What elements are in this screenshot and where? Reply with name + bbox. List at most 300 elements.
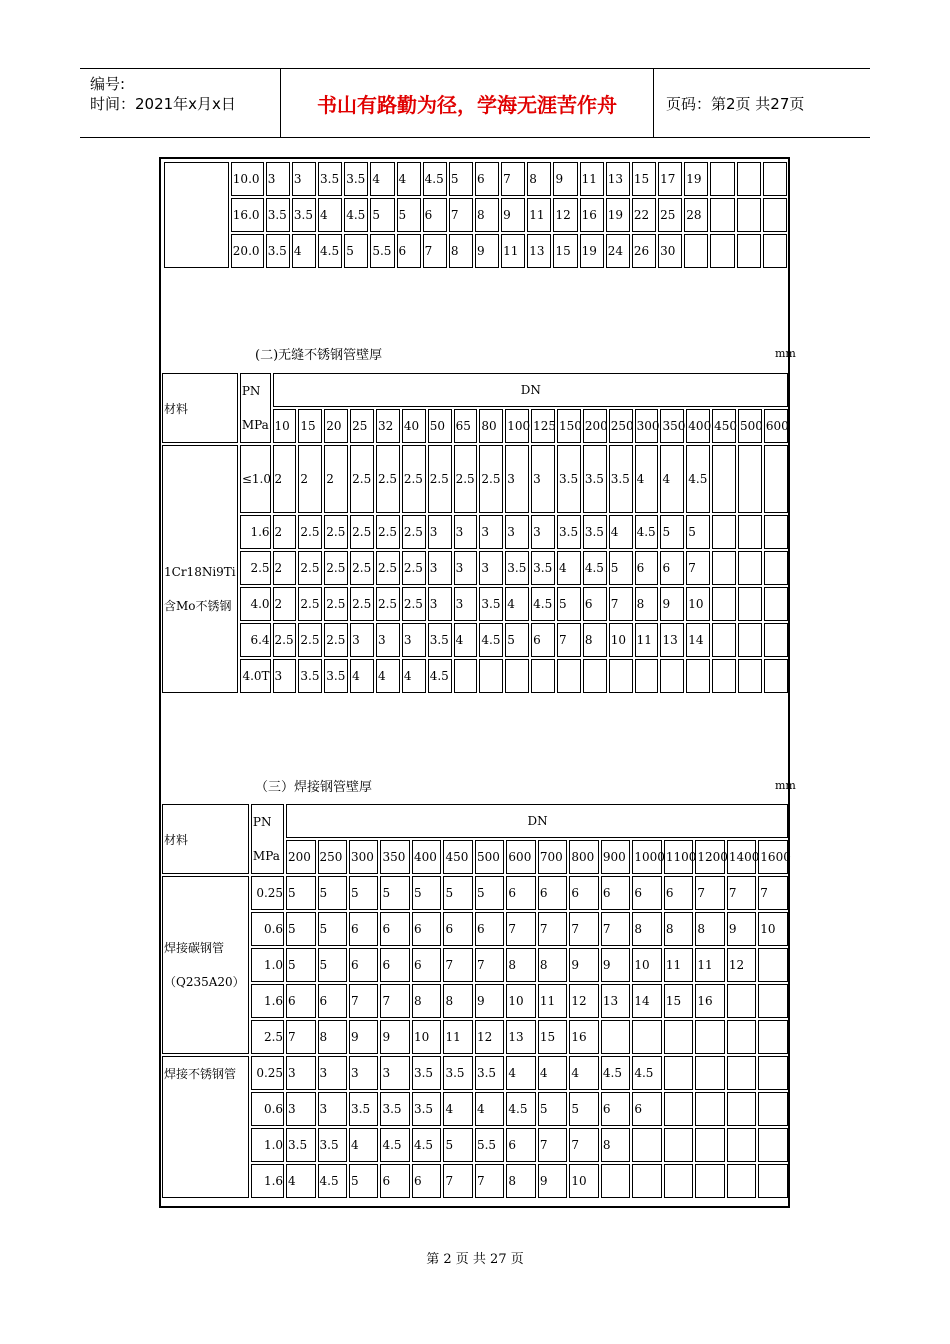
pn-cell: 0.6 — [251, 912, 284, 946]
thickness-cell: 2.5 — [298, 587, 322, 621]
thickness-cell: 4.5 — [380, 1128, 409, 1162]
thickness-cell — [764, 587, 788, 621]
thickness-cell: 22 — [632, 198, 656, 232]
thickness-cell: 14 — [632, 984, 661, 1018]
thickness-cell: 3.5 — [583, 445, 607, 513]
pn-header: PN MPa — [240, 373, 271, 443]
thickness-cell: 11 — [635, 623, 659, 657]
thickness-cell: 8 — [318, 1020, 347, 1054]
thickness-cell — [738, 445, 762, 513]
dn-value-cell: 300 — [635, 409, 659, 443]
thickness-cell: 12 — [569, 984, 598, 1018]
thickness-cell: 3.5 — [318, 1128, 347, 1162]
dn-value-cell: 20 — [324, 409, 348, 443]
thickness-cell: 11 — [664, 948, 693, 982]
thickness-cell: 6 — [664, 876, 693, 910]
thickness-cell: 13 — [606, 162, 630, 196]
thickness-cell: 3 — [479, 551, 503, 585]
section2-unit: mm — [775, 347, 796, 360]
thickness-cell: 9 — [601, 948, 630, 982]
thickness-cell: 2.5 — [298, 551, 322, 585]
thickness-cell: 8 — [695, 912, 724, 946]
thickness-cell — [727, 984, 756, 1018]
pn-cell: ≤1.0 — [240, 445, 271, 513]
thickness-cell: 7 — [695, 876, 724, 910]
thickness-cell: 3.5 — [318, 162, 342, 196]
dn-value-cell: 350 — [380, 840, 409, 874]
table-row — [162, 445, 788, 513]
pn-cell: 0.6 — [251, 1092, 284, 1126]
thickness-cell: 5 — [505, 623, 529, 657]
thickness-cell: 11 — [580, 162, 604, 196]
pn-cell: 16.0 — [231, 198, 264, 232]
thickness-cell: 3 — [505, 445, 529, 513]
thickness-cell: 6 — [632, 1092, 661, 1126]
thickness-cell: 3 — [380, 1056, 409, 1090]
pn-header: PN MPa — [251, 804, 284, 874]
thickness-cell: 2.5 — [479, 445, 503, 513]
dn-value-cell: 800 — [569, 840, 598, 874]
thickness-cell: 8 — [601, 1128, 630, 1162]
thickness-cell: 3 — [273, 659, 297, 693]
motto: 书山有路勤为径，学海无涯苦作舟 — [281, 69, 654, 137]
thickness-cell: 13 — [527, 234, 551, 268]
pn-cell: 1.6 — [251, 984, 284, 1018]
thickness-cell — [727, 1020, 756, 1054]
thickness-cell: 11 — [527, 198, 551, 232]
thickness-cell — [738, 659, 762, 693]
thickness-cell: 2.5 — [428, 445, 452, 513]
table-row — [162, 876, 788, 910]
thickness-cell: 2 — [324, 445, 348, 513]
dn-value-cell: 1400 — [727, 840, 756, 874]
thickness-cell: 4 — [402, 659, 426, 693]
pn-cell: 0.25 — [251, 1056, 284, 1090]
thickness-cell: 10 — [686, 587, 710, 621]
thickness-cell: 8 — [506, 1164, 535, 1198]
thickness-cell: 13 — [601, 984, 630, 1018]
thickness-cell: 16 — [580, 198, 604, 232]
dn-value-cell: 25 — [350, 409, 374, 443]
thickness-cell: 4.5 — [632, 1056, 661, 1090]
thickness-cell — [758, 1128, 788, 1162]
thickness-cell: 9 — [727, 912, 756, 946]
thickness-cell: 9 — [660, 587, 684, 621]
thickness-cell: 7 — [609, 587, 633, 621]
dn-value-cell: 200 — [583, 409, 607, 443]
thickness-cell: 3.5 — [412, 1056, 441, 1090]
thickness-cell: 3.5 — [479, 587, 503, 621]
dn-value-cell: 450 — [712, 409, 736, 443]
thickness-cell: 5 — [609, 551, 633, 585]
thickness-cell: 12 — [727, 948, 756, 982]
thickness-cell — [601, 1020, 630, 1054]
thickness-cell: 2.5 — [324, 623, 348, 657]
thickness-cell: 7 — [557, 623, 581, 657]
thickness-cell — [712, 659, 736, 693]
thickness-cell — [632, 1164, 661, 1198]
thickness-cell: 3 — [286, 1056, 315, 1090]
thickness-cell: 3.5 — [557, 445, 581, 513]
table-row — [162, 1092, 788, 1126]
thickness-cell: 3 — [292, 162, 316, 196]
thickness-cell: 3 — [318, 1092, 347, 1126]
thickness-cell: 7 — [286, 1020, 315, 1054]
thickness-cell: 3 — [428, 515, 452, 549]
thickness-cell: 5 — [557, 587, 581, 621]
thickness-cell: 4.5 — [506, 1092, 535, 1126]
table-row — [162, 912, 788, 946]
thickness-cell — [758, 1092, 788, 1126]
thickness-cell: 3 — [531, 515, 555, 549]
thickness-cell — [738, 623, 762, 657]
thickness-cell: 5 — [318, 876, 347, 910]
thickness-cell — [764, 551, 788, 585]
material-cell: 焊接不锈钢管 — [162, 1056, 249, 1198]
pn-cell: 4.0T — [240, 659, 271, 693]
thickness-cell: 8 — [506, 948, 535, 982]
thickness-cell — [557, 659, 581, 693]
dn-value-cell: 600 — [764, 409, 788, 443]
dn-value-cell: 65 — [454, 409, 478, 443]
thickness-cell: 6 — [506, 876, 535, 910]
thickness-cell: 2.5 — [350, 551, 374, 585]
thickness-cell: 11 — [443, 1020, 472, 1054]
dn-value-cell: 450 — [443, 840, 472, 874]
thickness-cell: 3.5 — [531, 551, 555, 585]
thickness-cell: 6 — [423, 198, 447, 232]
thickness-cell: 5 — [443, 876, 472, 910]
header-row — [162, 373, 788, 407]
seamless-carbon-table-continued — [162, 160, 789, 270]
thickness-cell: 3.5 — [412, 1092, 441, 1126]
material-cell-blank — [164, 162, 229, 268]
thickness-cell: 25 — [658, 198, 682, 232]
thickness-cell: 3 — [428, 551, 452, 585]
thickness-cell: 3 — [505, 515, 529, 549]
thickness-cell: 7 — [538, 1128, 567, 1162]
thickness-cell: 7 — [601, 912, 630, 946]
thickness-cell: 15 — [538, 1020, 567, 1054]
thickness-cell: 5 — [475, 876, 504, 910]
thickness-cell: 2.5 — [376, 551, 400, 585]
table-row — [162, 948, 788, 982]
thickness-cell: 3 — [454, 551, 478, 585]
thickness-cell: 4.5 — [318, 234, 342, 268]
dn-value-cell: 400 — [686, 409, 710, 443]
thickness-cell: 6 — [601, 876, 630, 910]
table-row — [162, 1056, 788, 1090]
dn-value-cell: 200 — [286, 840, 315, 874]
thickness-cell — [695, 1056, 724, 1090]
pn-cell: 1.6 — [251, 1164, 284, 1198]
thickness-cell: 9 — [349, 1020, 378, 1054]
thickness-cell — [737, 162, 761, 196]
dn-value-cell: 350 — [660, 409, 684, 443]
thickness-cell: 3.5 — [609, 445, 633, 513]
thickness-cell: 14 — [686, 623, 710, 657]
thickness-cell: 6 — [475, 912, 504, 946]
thickness-cell: 4.5 — [479, 623, 503, 657]
thickness-cell: 2.5 — [454, 445, 478, 513]
thickness-cell: 7 — [569, 1128, 598, 1162]
thickness-cell: 2.5 — [402, 515, 426, 549]
thickness-cell — [764, 445, 788, 513]
thickness-cell — [758, 984, 788, 1018]
table-row — [162, 1020, 788, 1054]
thickness-cell: 4.5 — [344, 198, 368, 232]
thickness-cell: 4 — [397, 162, 421, 196]
thickness-cell: 3 — [531, 445, 555, 513]
thickness-cell: 2.5 — [350, 587, 374, 621]
thickness-cell: 8 — [412, 984, 441, 1018]
thickness-cell: 3.5 — [349, 1092, 378, 1126]
thickness-cell: 4 — [370, 162, 394, 196]
thickness-cell: 6 — [412, 1164, 441, 1198]
thickness-cell: 3.5 — [428, 623, 452, 657]
seamless-stainless-table — [160, 371, 790, 695]
thickness-cell: 6 — [412, 912, 441, 946]
thickness-cell: 4 — [475, 1092, 504, 1126]
thickness-cell: 2.5 — [298, 623, 322, 657]
thickness-cell: 9 — [475, 234, 499, 268]
page-info: 页码：第2页 共27页 — [666, 95, 805, 113]
thickness-cell: 2.5 — [350, 445, 374, 513]
material-header: 材料 — [162, 373, 238, 443]
thickness-cell: 4 — [505, 587, 529, 621]
thickness-cell: 4 — [506, 1056, 535, 1090]
thickness-cell: 4.5 — [318, 1164, 347, 1198]
thickness-cell — [583, 659, 607, 693]
thickness-cell — [712, 551, 736, 585]
thickness-cell: 15 — [664, 984, 693, 1018]
thickness-cell: 7 — [349, 984, 378, 1018]
thickness-cell — [505, 659, 529, 693]
thickness-cell: 2 — [273, 551, 297, 585]
thickness-cell: 5 — [286, 876, 315, 910]
thickness-cell: 8 — [527, 162, 551, 196]
thickness-cell — [727, 1164, 756, 1198]
thickness-cell: 6 — [380, 948, 409, 982]
pn-cell: 1.0 — [251, 948, 284, 982]
dn-value-cell: 300 — [349, 840, 378, 874]
section2-title: (二)无缝不锈钢管壁厚 — [255, 348, 383, 363]
thickness-cell: 6 — [349, 948, 378, 982]
thickness-cell: 5 — [318, 912, 347, 946]
thickness-cell: 12 — [475, 1020, 504, 1054]
dn-value-cell: 50 — [428, 409, 452, 443]
thickness-cell — [763, 198, 787, 232]
welded-pipe-table — [160, 802, 790, 1200]
thickness-cell: 4 — [569, 1056, 598, 1090]
thickness-cell: 5 — [349, 876, 378, 910]
thickness-cell: 5 — [569, 1092, 598, 1126]
thickness-cell: 9 — [553, 162, 577, 196]
dn-value-cell: 500 — [475, 840, 504, 874]
thickness-cell: 5 — [443, 1128, 472, 1162]
page-header — [80, 68, 870, 138]
section3-title: （三）焊接钢管壁厚 — [255, 780, 373, 795]
thickness-cell: 9 — [501, 198, 525, 232]
thickness-cell — [609, 659, 633, 693]
thickness-cell: 7 — [443, 948, 472, 982]
thickness-cell — [727, 1092, 756, 1126]
thickness-cell — [710, 234, 734, 268]
thickness-cell — [758, 948, 788, 982]
thickness-cell — [763, 234, 787, 268]
thickness-cell: 4 — [557, 551, 581, 585]
dn-value-cell: 32 — [376, 409, 400, 443]
thickness-cell: 6 — [660, 551, 684, 585]
thickness-cell — [695, 1164, 724, 1198]
thickness-cell: 6 — [569, 876, 598, 910]
thickness-cell: 28 — [684, 198, 708, 232]
thickness-cell: 3 — [402, 623, 426, 657]
thickness-cell: 7 — [506, 912, 535, 946]
thickness-cell — [758, 1164, 788, 1198]
thickness-cell — [758, 1056, 788, 1090]
thickness-cell: 4 — [660, 445, 684, 513]
thickness-cell — [764, 515, 788, 549]
table-row — [162, 623, 788, 657]
material-cell: 焊接碳钢管（Q235A20） — [162, 876, 249, 1054]
thickness-cell: 3.5 — [475, 1056, 504, 1090]
thickness-cell: 2.5 — [324, 587, 348, 621]
thickness-cell: 13 — [660, 623, 684, 657]
thickness-cell: 2.5 — [324, 551, 348, 585]
thickness-cell: 3.5 — [557, 515, 581, 549]
thickness-cell: 3 — [428, 587, 452, 621]
thickness-cell: 5 — [538, 1092, 567, 1126]
thickness-cell: 6 — [601, 1092, 630, 1126]
thickness-cell: 5 — [380, 876, 409, 910]
thickness-cell — [695, 1020, 724, 1054]
thickness-cell: 30 — [658, 234, 682, 268]
section3-unit: mm — [775, 779, 796, 792]
thickness-cell: 5 — [686, 515, 710, 549]
thickness-cell: 6 — [318, 984, 347, 1018]
dn-value-cell: 1100 — [664, 840, 693, 874]
thickness-cell: 2.5 — [350, 515, 374, 549]
thickness-cell: 4 — [454, 623, 478, 657]
thickness-cell: 10 — [758, 912, 788, 946]
thickness-cell: 16 — [695, 984, 724, 1018]
thickness-cell: 4 — [350, 659, 374, 693]
thickness-cell — [664, 1056, 693, 1090]
thickness-cell: 10 — [569, 1164, 598, 1198]
thickness-cell: 4.5 — [428, 659, 452, 693]
thickness-cell: 2 — [273, 587, 297, 621]
thickness-cell: 8 — [443, 984, 472, 1018]
pn-cell: 2.5 — [251, 1020, 284, 1054]
thickness-cell — [712, 445, 736, 513]
dn-value-cell: 900 — [601, 840, 630, 874]
thickness-cell: 10 — [412, 1020, 441, 1054]
thickness-cell — [601, 1164, 630, 1198]
thickness-cell: 7 — [475, 948, 504, 982]
thickness-cell: 3.5 — [583, 515, 607, 549]
thickness-cell: 6 — [635, 551, 659, 585]
thickness-cell: 3.5 — [324, 659, 348, 693]
thickness-cell: 19 — [580, 234, 604, 268]
thickness-cell — [764, 659, 788, 693]
thickness-cell: 7 — [475, 1164, 504, 1198]
thickness-cell — [738, 551, 762, 585]
thickness-cell — [737, 234, 761, 268]
thickness-cell: 5 — [397, 198, 421, 232]
thickness-cell: 8 — [583, 623, 607, 657]
thickness-cell — [727, 1056, 756, 1090]
thickness-cell: 9 — [475, 984, 504, 1018]
thickness-cell: 2.5 — [402, 587, 426, 621]
thickness-cell: 4 — [349, 1128, 378, 1162]
thickness-cell: 5 — [660, 515, 684, 549]
thickness-cell: 8 — [538, 948, 567, 982]
thickness-cell: 5 — [349, 1164, 378, 1198]
dn-value-cell: 15 — [298, 409, 322, 443]
thickness-cell: 10 — [609, 623, 633, 657]
thickness-cell: 11 — [695, 948, 724, 982]
thickness-cell — [686, 659, 710, 693]
thickness-cell — [764, 623, 788, 657]
dn-value-cell: 400 — [412, 840, 441, 874]
thickness-cell: 6 — [412, 948, 441, 982]
thickness-cell: 2 — [273, 445, 297, 513]
thickness-cell: 2 — [298, 445, 322, 513]
table-row — [164, 198, 787, 232]
thickness-cell — [712, 623, 736, 657]
thickness-cell: 3 — [286, 1092, 315, 1126]
thickness-cell: 3.5 — [266, 234, 290, 268]
thickness-cell: 6 — [443, 912, 472, 946]
thickness-cell: 6 — [506, 1128, 535, 1162]
thickness-cell: 11 — [501, 234, 525, 268]
pn-cell: 10.0 — [231, 162, 264, 196]
thickness-cell: 6 — [632, 876, 661, 910]
dn-value-cell: 100 — [505, 409, 529, 443]
table-row — [162, 1164, 788, 1198]
thickness-cell: 7 — [501, 162, 525, 196]
thickness-cell: 19 — [606, 198, 630, 232]
thickness-cell — [531, 659, 555, 693]
thickness-cell: 3 — [479, 515, 503, 549]
dn-value-cell: 10 — [273, 409, 297, 443]
dn-header: DN — [273, 373, 788, 407]
thickness-cell: 2.5 — [402, 551, 426, 585]
thickness-cell: 8 — [475, 198, 499, 232]
thickness-cell — [727, 1128, 756, 1162]
material-cell: 1Cr18Ni9Ti 含Mo不锈钢 — [162, 445, 238, 693]
thickness-cell: 3.5 — [266, 198, 290, 232]
thickness-cell: 19 — [684, 162, 708, 196]
thickness-cell: 9 — [538, 1164, 567, 1198]
dn-value-cell: 250 — [318, 840, 347, 874]
thickness-cell — [712, 587, 736, 621]
thickness-cell: 7 — [449, 198, 473, 232]
pn-cell: 0.25 — [251, 876, 284, 910]
thickness-cell: 2.5 — [273, 623, 297, 657]
thickness-cell: 2.5 — [376, 515, 400, 549]
thickness-cell: 5.5 — [370, 234, 394, 268]
pn-cell: 4.0 — [240, 587, 271, 621]
thickness-cell: 6 — [475, 162, 499, 196]
thickness-cell: 3 — [376, 623, 400, 657]
thickness-cell: 5 — [370, 198, 394, 232]
thickness-cell: 6 — [380, 1164, 409, 1198]
thickness-cell — [695, 1092, 724, 1126]
thickness-cell: 6 — [538, 876, 567, 910]
thickness-cell: 3 — [318, 1056, 347, 1090]
